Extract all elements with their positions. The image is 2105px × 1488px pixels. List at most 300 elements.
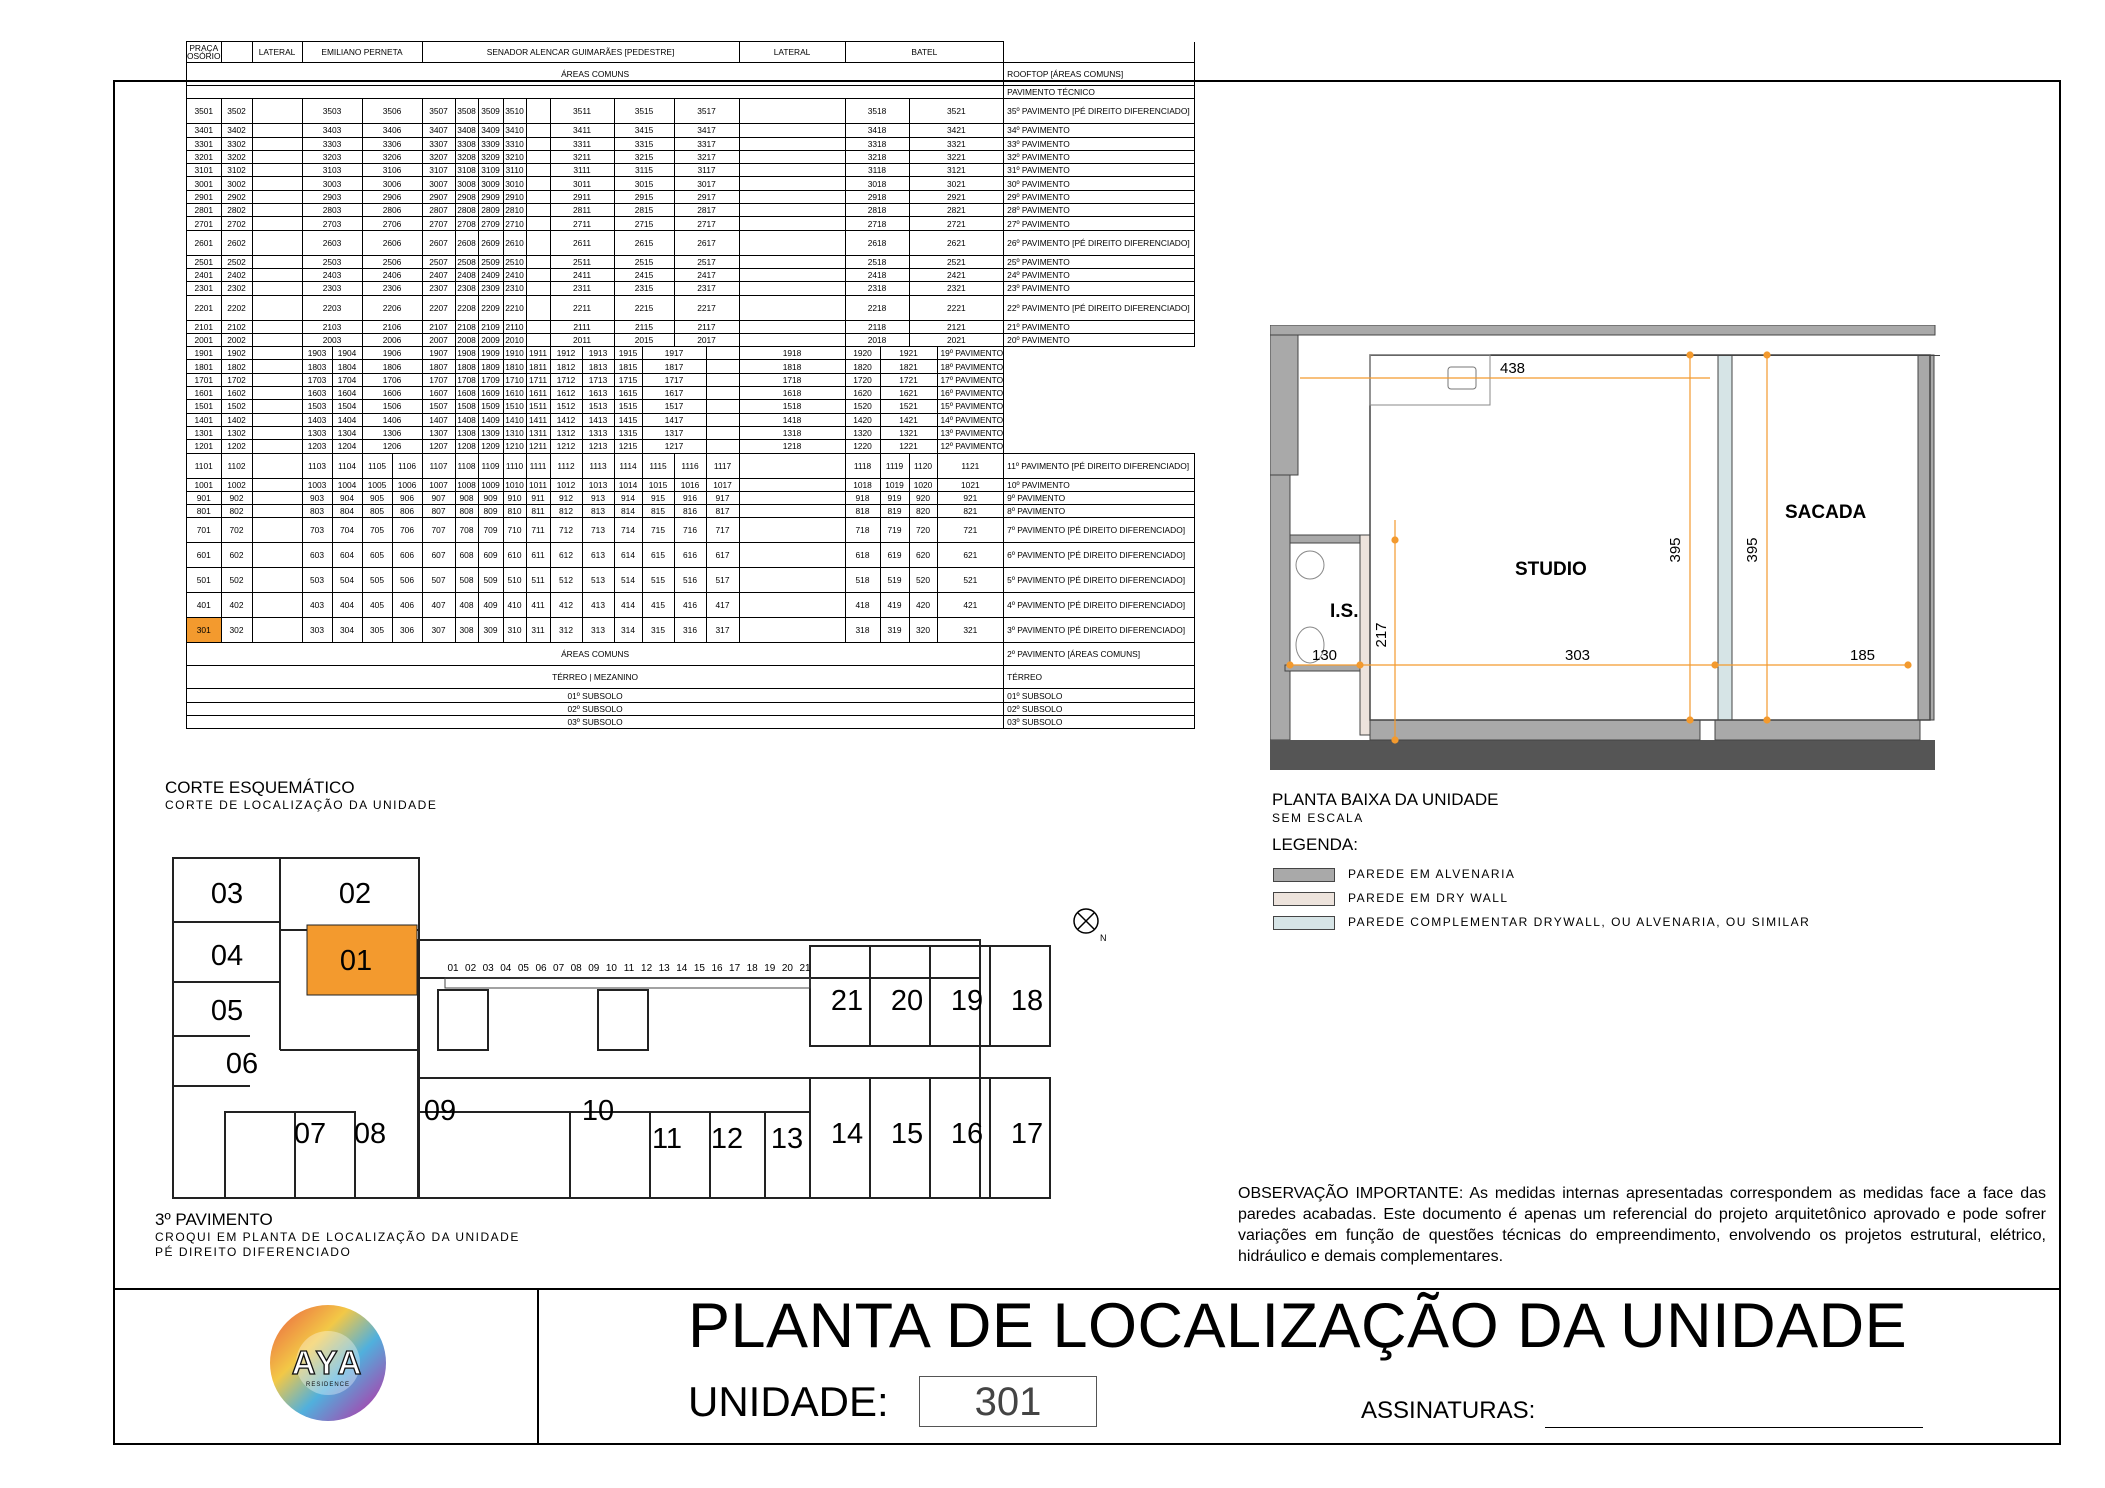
unit-cell: 3103 [302,164,362,177]
unit-cell: 1211 [526,440,550,453]
floor-unit-14: 14 [830,1118,864,1150]
unit-cell: 1104 [332,453,362,478]
room-is: I.S. [1330,601,1359,622]
unit-cell [526,268,550,281]
unit-cell [526,320,550,333]
unit-cell: 601 [187,543,222,568]
unit-cell [252,255,302,268]
unit-cell [526,190,550,203]
unit-cell: 2710 [503,217,526,230]
unit-cell: 3410 [503,124,526,137]
unit-cell: 3307 [422,137,455,150]
unit-cell: 502 [221,568,252,593]
unit-cell [252,177,302,190]
unit-cell: 2503 [302,255,362,268]
unit-cell: 1513 [582,400,614,413]
unit-cell: 3121 [909,164,1004,177]
unit-cell: 1218 [739,440,845,453]
unit-cell: 1913 [582,347,614,360]
unit-cell: 1201 [187,440,222,453]
unit-cell: 2310 [503,282,526,295]
unit-cell: 514 [614,568,642,593]
unit-cell: 804 [332,505,362,518]
logo-tag: RESIDENCE [305,1382,351,1388]
unit-cell: 1510 [503,400,526,413]
unit-cell: 716 [674,518,706,543]
section-area: TÉRREO | MEZANINO [187,666,1004,689]
legend-swatch [1273,892,1335,906]
unit-cell: 501 [187,568,222,593]
unit-cell: 316 [674,618,706,643]
unit-cell: 1504 [332,400,362,413]
unit-cell: 2406 [362,268,422,281]
unit-cell: 3418 [845,124,909,137]
unit-cell [252,491,302,504]
unit-cell: 2402 [221,268,252,281]
unit-cell: 321 [937,618,1004,643]
unit-cell: 2208 [455,295,478,320]
unit-cell [252,518,302,543]
header-senador: SENADOR ALENCAR GUIMARÃES [PEDESTRE] [422,42,739,63]
unit-cell: 911 [526,491,550,504]
unit-cell: 1613 [582,387,614,400]
unit-cell: 310 [503,618,526,643]
unit-cell: 2908 [455,190,478,203]
unit-cell: 2121 [909,320,1004,333]
unit-cell: 1713 [582,373,614,386]
unit-cell: 2511 [550,255,614,268]
unit-cell: 2811 [550,204,614,217]
signature-line[interactable] [1545,1427,1923,1428]
unit-cell: 1806 [362,360,422,373]
unit-cell: 1909 [478,347,503,360]
unit-cell: 605 [362,543,392,568]
unit-cell: 406 [392,593,422,618]
unit-cell: 914 [614,491,642,504]
unit-cell: 2909 [478,190,503,203]
unit-cell: 521 [937,568,1004,593]
unit-cell: 1102 [221,453,252,478]
header-emiliano: EMILIANO PERNETA [302,42,422,63]
unit-cell: 3109 [478,164,503,177]
unit-cell: 2918 [845,190,909,203]
unit-value: 301 [919,1376,1097,1427]
unit-cell: 2802 [221,204,252,217]
unit-cell: 3117 [674,164,739,177]
unit-cell: 2711 [550,217,614,230]
unit-cell: 2706 [362,217,422,230]
unit-cell: 919 [880,491,909,504]
unit-cell: 1110 [503,453,526,478]
floor-label: 21º PAVIMENTO [1004,320,1195,333]
unit-cell: 2809 [478,204,503,217]
unit-cell: 1308 [455,426,478,439]
floor-label: 03º SUBSOLO [1004,716,1195,729]
unit-cell [252,618,302,643]
dim-is-horizontal: 130 [1312,647,1338,664]
unit-cell: 1301 [187,426,222,439]
unit-cell: 1101 [187,453,222,478]
section-area: 02º SUBSOLO [187,702,1004,715]
unit-cell: 415 [642,593,674,618]
unit-cell: 312 [550,618,582,643]
unit-cell: 2911 [550,190,614,203]
floor-label: 32º PAVIMENTO [1004,150,1195,163]
unit-cell: 1917 [642,347,706,360]
unit-cell: 2210 [503,295,526,320]
unit-cell: 910 [503,491,526,504]
unit-cell: 3210 [503,150,526,163]
unit-cell: 708 [455,518,478,543]
unit-cell: 1904 [332,347,362,360]
unit-cell: 3303 [302,137,362,150]
unit-cell: 3009 [478,177,503,190]
unit-cell: 1407 [422,413,455,426]
unit-cell: 805 [362,505,392,518]
stair-step-number: 04 [500,963,512,974]
unit-cell: 2915 [614,190,674,203]
pavimento-subtitle-1: CROQUI EM PLANTA DE LOCALIZAÇÃO DA UNIDADE [155,1230,520,1244]
unit-cell: 1306 [362,426,422,439]
header-batel: BATEL [845,42,1004,63]
unit-cell: 1617 [642,387,706,400]
unit-cell: 606 [392,543,422,568]
unit-cell: 2615 [614,230,674,255]
floor-label: 28º PAVIMENTO [1004,204,1195,217]
compass-icon [1070,905,1106,946]
unit-cell: 413 [582,593,614,618]
unit-cell: 1001 [187,478,222,491]
unit-cell [739,505,845,518]
unit-cell: 2701 [187,217,222,230]
unit-cell: 813 [582,505,614,518]
unit-cell: 3301 [187,137,222,150]
is-bottom-wall [1285,665,1360,671]
unit-cell [739,150,845,163]
unit-cell [739,99,845,124]
legend-label: PAREDE COMPLEMENTAR DRYWALL, OU ALVENARIA, OU SIMILAR [1348,915,1811,929]
unit-cell: 1119 [880,453,909,478]
unit-cell: 318 [845,618,880,643]
unit-cell: 1108 [455,453,478,478]
unit-cell: 3106 [362,164,422,177]
unit-cell: 1717 [642,373,706,386]
unit-cell: 1412 [550,413,582,426]
unit-cell: 815 [642,505,674,518]
unit-cell: 307 [422,618,455,643]
stair-1 [438,990,488,1050]
compass-label: N [1100,933,1106,941]
floor-label: 33º PAVIMENTO [1004,137,1195,150]
unit-cell: 1010 [503,478,526,491]
stair-step-number: 11 [623,963,635,974]
legend-swatch [1273,916,1335,930]
unit-cell: 1105 [362,453,392,478]
unit-cell: 407 [422,593,455,618]
unit-cell: 3202 [221,150,252,163]
unit-cell: 416 [674,593,706,618]
unit-cell: 511 [526,568,550,593]
unit-cell: 3018 [845,177,909,190]
floor-label: 19º PAVIMENTO [937,347,1004,360]
stair-step-number: 19 [764,963,776,974]
unit-cell: 1403 [302,413,332,426]
unit-cell: 2307 [422,282,455,295]
unit-cell: 2901 [187,190,222,203]
unit-cell: 412 [550,593,582,618]
unit-cell: 414 [614,593,642,618]
legend-label: PAREDE EM ALVENARIA [1348,867,1516,881]
unit-cell: 1117 [706,453,739,478]
unit-cell: 2810 [503,204,526,217]
unit-cell: 1807 [422,360,455,373]
floor-label: ROOFTOP [ÁREAS COMUNS] [1004,63,1195,86]
unit-cell: 616 [674,543,706,568]
unit-cell: 1502 [221,400,252,413]
unit-cell: 3501 [187,99,222,124]
unit-cell: 1210 [503,440,526,453]
unit-cell: 503 [302,568,332,593]
unit-cell: 706 [392,518,422,543]
floor-label: 35º PAVIMENTO [PÉ DIREITO DIFERENCIADO] [1004,99,1195,124]
dim-sacada-vertical: 395 [1744,537,1761,563]
unit-cell: 1702 [221,373,252,386]
unit-cell: 1918 [739,347,845,360]
unit-cell: 2111 [550,320,614,333]
unit-cell: 401 [187,593,222,618]
unit-cell: 1809 [478,360,503,373]
unit-cell: 1410 [503,413,526,426]
floor-label: 20º PAVIMENTO [1004,333,1195,346]
unit-cell: 3111 [550,164,614,177]
unit-cell: 1910 [503,347,526,360]
unit-cell: 818 [845,505,880,518]
planta-subtitle: SEM ESCALA [1272,811,1364,825]
unit-cell: 719 [880,518,909,543]
unit-cell: 1413 [582,413,614,426]
unit-cell: 1610 [503,387,526,400]
unit-cell: 808 [455,505,478,518]
unit-cell: 3007 [422,177,455,190]
unit-cell: 3421 [909,124,1004,137]
unit-cell: 2301 [187,282,222,295]
unit-cell: 718 [845,518,880,543]
unit-cell: 2821 [909,204,1004,217]
floor-unit-11: 11 [651,1123,683,1155]
unit-cell: 912 [550,491,582,504]
unit-cell: 3211 [550,150,614,163]
unit-cell: 3008 [455,177,478,190]
unit-cell: 1006 [392,478,422,491]
unit-cell [252,204,302,217]
unit-cell: 1518 [739,400,845,413]
unit-cell: 3221 [909,150,1004,163]
unit-cell: 921 [937,491,1004,504]
unit-cell: 1217 [642,440,706,453]
unit-label: UNIDADE: [688,1378,889,1425]
unit-07-outline [225,1112,295,1198]
unit-cell: 2017 [674,333,739,346]
unit-cell: 3506 [362,99,422,124]
unit-cell: 1420 [845,413,880,426]
unit-cell: 2103 [302,320,362,333]
unit-cell: 2206 [362,295,422,320]
unit-cell: 619 [880,543,909,568]
floor-plan-croqui [170,850,1090,1205]
unit-cell: 1906 [362,347,422,360]
floor-label: PAVIMENTO TÉCNICO [1004,86,1195,99]
unit-cell: 814 [614,505,642,518]
unit-cell: 1012 [550,478,582,491]
unit-cell: 1417 [642,413,706,426]
unit-cell: 1013 [582,478,614,491]
unit-cell: 1804 [332,360,362,373]
unit-cell: 1715 [614,373,642,386]
unit-cell: 1320 [845,426,880,439]
unit-cell: 1720 [845,373,880,386]
unit-cell [252,400,302,413]
unit-cell: 2321 [909,282,1004,295]
unit-cell: 701 [187,518,222,543]
floor-label: 31º PAVIMENTO [1004,164,1195,177]
unit-cell: 2521 [909,255,1004,268]
unit-cell [252,505,302,518]
unit-cell: 1303 [302,426,332,439]
unit-cell: 1206 [362,440,422,453]
unit-cell [706,360,739,373]
stair-step-number: 10 [605,963,617,974]
unit-cell: 1810 [503,360,526,373]
unit-cell: 1310 [503,426,526,439]
unit-cell: 1221 [880,440,937,453]
unit-cell: 1019 [880,478,909,491]
section-area: 01º SUBSOLO [187,689,1004,702]
unit-cell: 3001 [187,177,222,190]
unit-cell: 3518 [845,99,909,124]
unit-cell: 1321 [880,426,937,439]
unit-cell: 315 [642,618,674,643]
unit-cell [252,282,302,295]
unit-cell: 908 [455,491,478,504]
unit-cell: 1811 [526,360,550,373]
unit-cell: 1008 [455,478,478,491]
unit-cell: 1604 [332,387,362,400]
stair-step-number: 21 [799,963,811,974]
unit-cell: 2115 [614,320,674,333]
unit-cell: 2606 [362,230,422,255]
unit-cell: 2611 [550,230,614,255]
floor-label: 3º PAVIMENTO [PÉ DIREITO DIFERENCIADO] [1004,618,1195,643]
floor-unit-19: 19 [950,985,984,1017]
unit-cell: 1409 [478,413,503,426]
unit-cell: 811 [526,505,550,518]
floor-label: 02º SUBSOLO [1004,702,1195,715]
unit-cell: 1411 [526,413,550,426]
floor-label: 23º PAVIMENTO [1004,282,1195,295]
unit-cell: 2917 [674,190,739,203]
unit-cell: 1517 [642,400,706,413]
unit-cell: 2703 [302,217,362,230]
unit-cell: 3101 [187,164,222,177]
unit-cell: 1920 [845,347,880,360]
stair-step-number: 16 [711,963,723,974]
unit-cell: 712 [550,518,582,543]
header-floor-blank [1004,42,1195,63]
floor-unit-16: 16 [950,1118,984,1150]
unit-cell: 505 [362,568,392,593]
unit-cell [252,387,302,400]
pavimento-subtitle-2: PÉ DIREITO DIFERENCIADO [155,1245,352,1259]
unit-cell: 1018 [845,478,880,491]
unit-cell: 3321 [909,137,1004,150]
unit-cell: 607 [422,543,455,568]
unit-cell: 915 [642,491,674,504]
unit-cell: 1812 [550,360,582,373]
unit-cell: 2702 [221,217,252,230]
unit-cell: 1209 [478,440,503,453]
unit-cell: 2011 [550,333,614,346]
is-drywall [1360,535,1370,735]
unit-cell: 409 [478,593,503,618]
floor-unit-05: 05 [210,995,244,1027]
unit-cell: 602 [221,543,252,568]
unit-cell: 417 [706,593,739,618]
unit-cell: 2906 [362,190,422,203]
stair-step-number: 18 [746,963,758,974]
floor-label: 22º PAVIMENTO [PÉ DIREITO DIFERENCIADO] [1004,295,1195,320]
unit-cell: 920 [909,491,937,504]
unit-cell: 2202 [221,295,252,320]
unit-cell: 1820 [845,360,880,373]
unit-cell: 802 [221,505,252,518]
unit-cell: 903 [302,491,332,504]
unit-cell: 1907 [422,347,455,360]
unit-cell [739,137,845,150]
unit-cell: 1212 [550,440,582,453]
unit-cell [706,347,739,360]
unit-cell: 303 [302,618,332,643]
unit-cell: 3315 [614,137,674,150]
unit-cell: 1315 [614,426,642,439]
section-table [186,41,1195,729]
unit-cell: 615 [642,543,674,568]
facade-wall-sacada [1715,720,1920,740]
floor-label: 17º PAVIMENTO [937,373,1004,386]
floor-label: 9º PAVIMENTO [1004,491,1195,504]
unit-cell: 2306 [362,282,422,295]
unit-cell: 2003 [302,333,362,346]
unit-cell: 2101 [187,320,222,333]
unit-cell [252,268,302,281]
unit-cell: 1220 [845,440,880,453]
floor-unit-10: 10 [581,1095,615,1127]
unit-cell: 2421 [909,268,1004,281]
unit-cell: 3010 [503,177,526,190]
unit-cell: 2517 [674,255,739,268]
unit-cell: 1615 [614,387,642,400]
section-area: 03º SUBSOLO [187,716,1004,729]
unit-cell [252,360,302,373]
unit-cell: 909 [478,491,503,504]
unit-cell: 1304 [332,426,362,439]
dim-is-vertical: 217 [1373,622,1390,648]
unit-cell: 2609 [478,230,503,255]
unit-cell: 810 [503,505,526,518]
unit-cell [739,453,845,478]
header-praca: PRAÇA OSÓRIO [187,42,221,61]
main-title: PLANTA DE LOCALIZAÇÃO DA UNIDADE [688,1291,1908,1361]
unit-cell [526,295,550,320]
